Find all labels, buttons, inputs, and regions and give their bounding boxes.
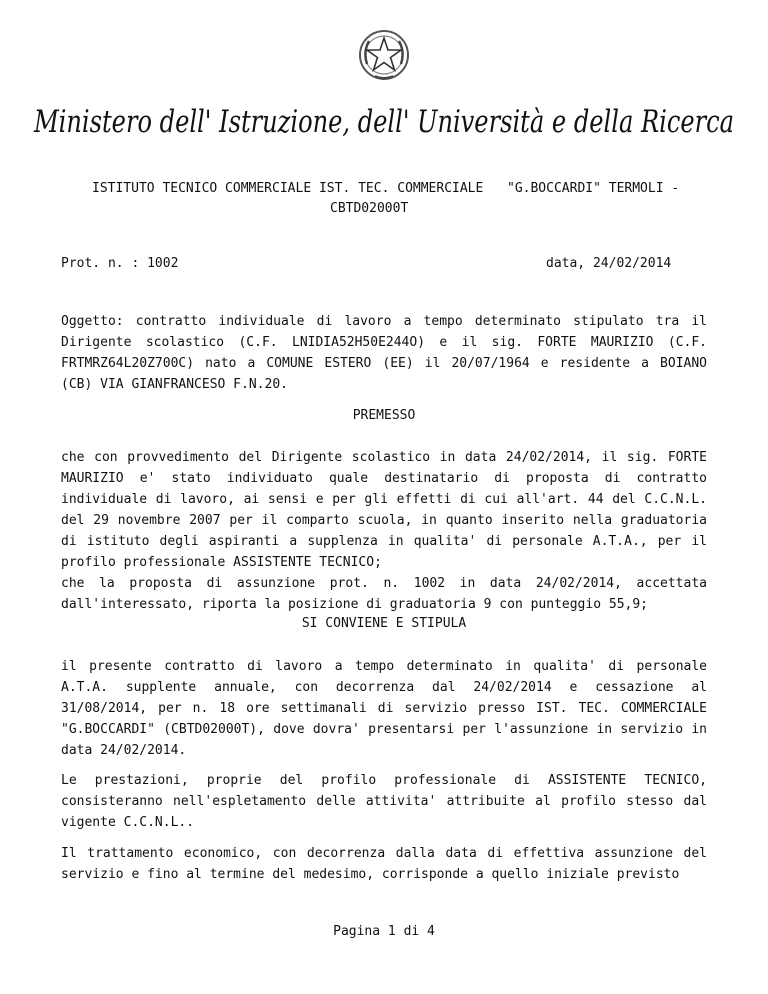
school-name-left: ISTITUTO TECNICO COMMERCIALE IST. TEC. COMMERCIALE [92, 181, 484, 196]
premesso-paragraph-1: che con provvedimento del Dirigente scolastico in data 24/02/2014, il sig. FORTE MAURIZIO e' stato individuato quale destinatario di proposta di contratto individuale di lavoro, ai sensi e per gli effetti di cui all'art. 44 del C.C.N.L. del 29 novembre 2007 per il comparto scuola, in quanto inserito nella graduatoria di istituto degli aspiranti a supplenza in qualita' di personale A.T.A., per il profilo professionale ASSISTENTE TECNICO; [61, 450, 707, 570]
premesso-paragraph-2: che la proposta di assunzione prot. n. 1002 in data 24/02/2014, accettata dall'interessato, riporta la posizione di graduatoria 9 con punteggio 55,9; [61, 576, 707, 612]
conviene-heading: SI CONVIENE E STIPULA [301, 616, 467, 631]
school-name-right: "G.BOCCARDI" TERMOLI - [507, 181, 680, 196]
school-code: CBTD02000T [330, 201, 409, 216]
republic-emblem-icon [357, 28, 411, 82]
duties-paragraph: Le prestazioni, proprie del profilo professionale di ASSISTENTE TECNICO, consisteranno nell'espletamento delle attivita' attribuite al profilo stesso dal vigente C.C.N.L.. [61, 773, 707, 830]
ministry-title [24, 96, 744, 148]
subject-paragraph: Oggetto: contratto individuale di lavoro a tempo determinato stipulato tra il Dirigente scolastico (C.F. LNIDIA52H50E244O) e il sig. FORTE MAURIZIO (C.F. FRTMRZ64L20Z700C) nato a COMUNE ESTERO (EE) il 20/07/1964 e residente a BOIANO (CB) VIA GIANFRANCESO F.N.20. [61, 314, 707, 392]
document-date: data, 24/02/2014 [546, 256, 672, 271]
premesso-heading: PREMESSO [352, 408, 416, 423]
contract-paragraph: il presente contratto di lavoro a tempo determinato in qualita' di personale A.T.A. supplente annuale, con decorrenza dal 24/02/2014 e cessazione al 31/08/2014, per n. 18 ore settimanali di servizio presso IST. TEC. COMMERCIALE "G.BOCCARDI" (CBTD02000T), dove dovra' presentarsi per l'assunzione in servizio in data 24/02/2014. [61, 659, 707, 758]
salary-paragraph: Il trattamento economico, con decorrenza dalla data di effettiva assunzione del servizio e fino al termine del medesimo, corrisponde a quello iniziale previsto [61, 846, 707, 882]
svg-text:Ministero dell' Istruzione, de: Ministero dell' Istruzione, dell' Università e della Ricerca [33, 104, 734, 140]
page-number: Pagina 1 di 4 [333, 924, 435, 939]
protocol-number: Prot. n. : 1002 [61, 256, 179, 271]
